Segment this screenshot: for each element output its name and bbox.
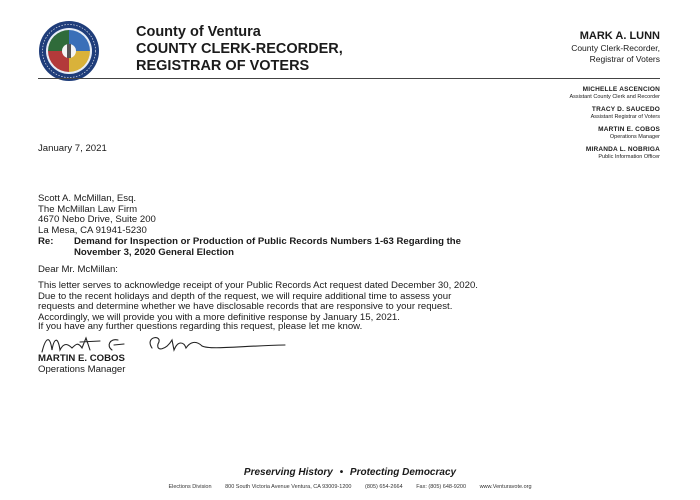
staff-name: MICHELLE ASCENCION bbox=[582, 86, 660, 93]
org-line-2: COUNTY CLERK-RECORDER, bbox=[136, 41, 343, 57]
staff-title: Operations Manager bbox=[609, 134, 660, 140]
signer-title: Operations Manager bbox=[38, 364, 126, 375]
organization-name bbox=[136, 24, 343, 75]
subject-line-1: Demand for Inspection or Production of Public Records Numbers 1-63 Regarding the bbox=[74, 236, 462, 247]
footer-contact bbox=[0, 484, 700, 490]
staff-title: Assistant Registrar of Voters bbox=[590, 114, 660, 120]
org-line-1: County of Ventura bbox=[136, 24, 261, 40]
motto-separator: • bbox=[339, 467, 344, 478]
subject-text bbox=[74, 237, 660, 258]
footer-fax: Fax: (805) 648-9200 bbox=[416, 484, 467, 490]
motto-part-2: Protecting Democracy bbox=[349, 467, 457, 478]
footer-address: 800 South Victoria Avenue Ventura, CA 93009-1200 bbox=[225, 484, 352, 490]
body-paragraph-1 bbox=[38, 281, 660, 323]
staff-entry bbox=[570, 86, 660, 101]
staff-title: Assistant County Clerk and Recorder bbox=[569, 94, 660, 100]
org-line-3: REGISTRAR OF VOTERS bbox=[136, 58, 310, 74]
footer-motto bbox=[0, 467, 700, 478]
staff-title: Public Information Officer bbox=[598, 154, 660, 160]
footer-website: www.Venturavote.org bbox=[479, 484, 532, 490]
official-block bbox=[571, 30, 660, 65]
letter-date: January 7, 2021 bbox=[38, 143, 107, 154]
recipient-address bbox=[38, 194, 156, 236]
recipient-line: La Mesa, CA 91941-5230 bbox=[38, 224, 147, 236]
salutation: Dear Mr. McMillan: bbox=[38, 264, 118, 275]
paragraph-line: This letter serves to acknowledge receipt of your Public Records Act request dated December 30, 2020. bbox=[38, 280, 478, 291]
staff-name: MIRANDA L. NOBRIGA bbox=[585, 146, 660, 153]
subject-line-2: November 3, 2020 General Election bbox=[74, 246, 234, 258]
header-divider bbox=[38, 78, 660, 79]
recipient-line: 4670 Nebo Drive, Suite 200 bbox=[38, 214, 156, 226]
body-paragraph-2: If you have any further questions regarding this request, please let me know. bbox=[38, 321, 363, 332]
motto-part-1: Preserving History bbox=[243, 467, 333, 478]
paragraph-line: Accordingly, we will provide you with a more definitive response by January 15, 2021. bbox=[38, 311, 400, 323]
official-name: MARK A. LUNN bbox=[579, 30, 660, 42]
staff-entry bbox=[570, 106, 660, 121]
staff-name: MARTIN E. COBOS bbox=[598, 126, 660, 133]
footer-phone: (805) 654-2664 bbox=[365, 484, 403, 490]
staff-entry bbox=[570, 146, 660, 161]
signer-name: MARTIN E. COBOS bbox=[38, 353, 125, 364]
recipient-line: The McMillan Law Firm bbox=[38, 203, 138, 215]
paragraph-line: requests and determine whether we have disclosable records that are responsive to your request. bbox=[38, 301, 453, 313]
footer-division: Elections Division bbox=[168, 484, 212, 490]
staff-entry bbox=[570, 126, 660, 141]
staff-name: TRACY D. SAUCEDO bbox=[591, 106, 660, 113]
recipient-line: Scott A. McMillan, Esq. bbox=[38, 193, 137, 204]
official-title-line-1: County Clerk-Recorder, bbox=[571, 43, 660, 53]
official-title-line-2: Registrar of Voters bbox=[589, 54, 660, 64]
paragraph-line: Due to the recent holidays and depth of the request, we will require additional time to assess your bbox=[38, 290, 452, 302]
staff-list bbox=[570, 86, 660, 166]
subject-label: Re: bbox=[38, 236, 54, 247]
county-seal-logo bbox=[38, 20, 100, 82]
